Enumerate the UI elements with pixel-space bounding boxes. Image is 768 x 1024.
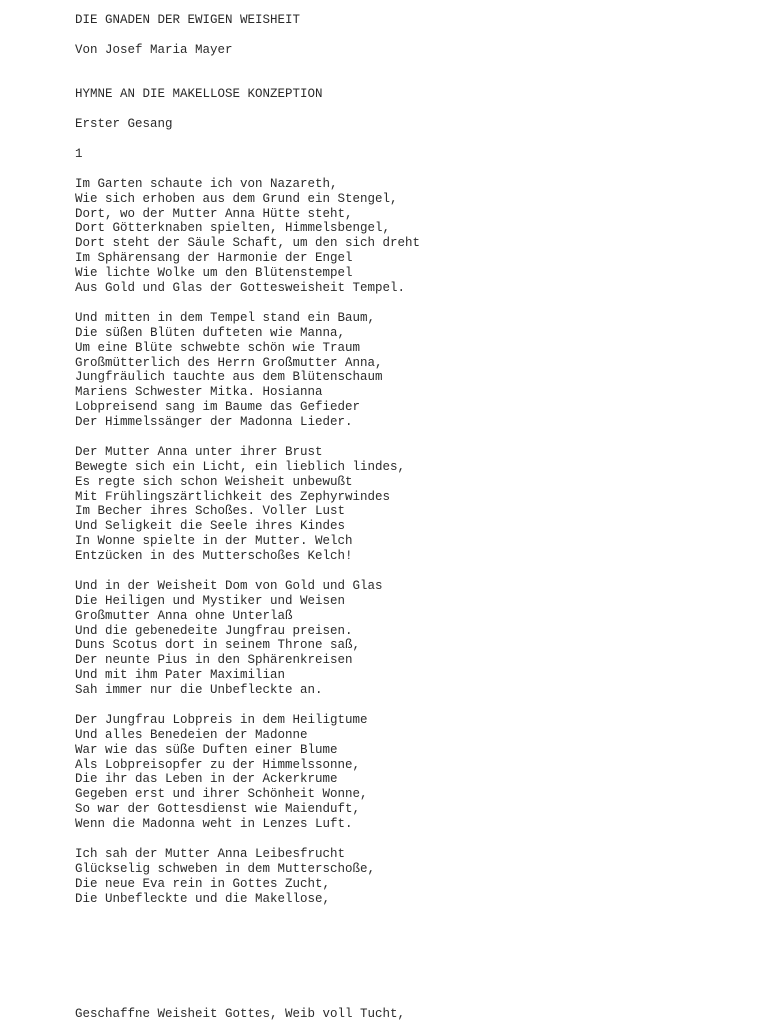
- verse-line: Im Becher ihres Schoßes. Voller Lust: [75, 504, 346, 519]
- stanza: [75, 713, 755, 832]
- author-line: Von Josef Maria Mayer: [75, 42, 233, 57]
- verse-line: Der Mutter Anna unter ihrer Brust: [75, 444, 323, 459]
- verse-line: Der Jungfrau Lobpreis in dem Heiligtume: [75, 712, 368, 727]
- verse-line: Jungfräulich tauchte aus dem Blütenschaum: [75, 370, 383, 385]
- verse-line: Großmütterlich des Herrn Großmutter Anna,: [75, 355, 383, 370]
- verse-line: Duns Scotus dort in seinem Throne saß,: [75, 638, 361, 653]
- verse-line: Und mit ihm Pater Maximilian: [75, 668, 286, 683]
- verse-line: Der Himmelssänger der Madonna Lieder.: [75, 415, 353, 430]
- verse-line: Und mitten in dem Tempel stand ein Baum,: [75, 310, 376, 325]
- section-number: 1: [75, 147, 83, 162]
- verse-line: Die ihr das Leben in der Ackerkrume: [75, 772, 338, 787]
- verse-line: Bewegte sich ein Licht, ein lieblich lindes,: [75, 459, 406, 474]
- hymn-title: HYMNE AN DIE MAKELLOSE KONZEPTION: [75, 87, 323, 102]
- verse-line: So war der Gottesdienst wie Maienduft,: [75, 802, 361, 817]
- verse-line: Und Seligkeit die Seele ihres Kindes: [75, 519, 346, 534]
- verse-line: Die Unbefleckte und die Makellose,: [75, 891, 331, 906]
- verse-line: Wie lichte Wolke um den Blütenstempel: [75, 266, 353, 281]
- verse-line: Es regte sich schon Weisheit unbewußt: [75, 474, 353, 489]
- document-title: DIE GNADEN DER EWIGEN WEISHEIT: [75, 13, 301, 27]
- stanza: [75, 579, 755, 698]
- verse-line: Im Garten schaute ich von Nazareth,: [75, 176, 338, 191]
- verse-line: Aus Gold und Glas der Gottesweisheit Tempel.: [75, 281, 406, 296]
- page-bottom-line: Geschaffne Weisheit Gottes, Weib voll Tucht,: [75, 1007, 406, 1021]
- verse-line: Im Sphärensang der Harmonie der Engel: [75, 251, 353, 266]
- verse-line: Ich sah der Mutter Anna Leibesfrucht: [75, 846, 346, 861]
- verse-line: Großmutter Anna ohne Unterlaß: [75, 608, 293, 623]
- verse-line: Entzücken in des Mutterschoßes Kelch!: [75, 549, 353, 564]
- stanza: [75, 311, 755, 430]
- verse-line: Und in der Weisheit Dom von Gold und Glas: [75, 578, 383, 593]
- verse-line: Und die gebenedeite Jungfrau preisen.: [75, 623, 353, 638]
- verse-line: Dort steht der Säule Schaft, um den sich dreht: [75, 236, 421, 251]
- verse-line: Die neue Eva rein in Gottes Zucht,: [75, 876, 331, 891]
- verse-line: Sah immer nur die Unbefleckte an.: [75, 683, 323, 698]
- verse-line: Die Heiligen und Mystiker und Weisen: [75, 593, 346, 608]
- canto-heading: Erster Gesang: [75, 117, 173, 132]
- verse-line: Dort Götterknaben spielten, Himmelsbengel,: [75, 221, 391, 236]
- stanza: [75, 847, 755, 907]
- stanza: [75, 177, 755, 296]
- verse-line: Gegeben erst und ihrer Schönheit Wonne,: [75, 787, 368, 802]
- verse-line: Lobpreisend sang im Baume das Gefieder: [75, 400, 361, 415]
- stanza: [75, 445, 755, 564]
- verse-line: Der neunte Pius in den Sphärenkreisen: [75, 653, 353, 668]
- verse-line: Die süßen Blüten dufteten wie Manna,: [75, 325, 346, 340]
- verse-line: In Wonne spielte in der Mutter. Welch: [75, 534, 353, 549]
- verse-line: Dort, wo der Mutter Anna Hütte steht,: [75, 206, 353, 221]
- verse-line: Glückselig schweben in dem Mutterschoße,: [75, 861, 376, 876]
- verse-line: War wie das süße Duften einer Blume: [75, 742, 338, 757]
- poem-body: [75, 177, 755, 907]
- verse-line: Wie sich erhoben aus dem Grund ein Stengel,: [75, 191, 398, 206]
- poem-page: [75, 13, 755, 921]
- verse-line: Mariens Schwester Mitka. Hosianna: [75, 385, 323, 400]
- verse-line: Um eine Blüte schwebte schön wie Traum: [75, 340, 361, 355]
- verse-line: Als Lobpreisopfer zu der Himmelssonne,: [75, 757, 361, 772]
- verse-line: Und alles Benedeien der Madonne: [75, 727, 308, 742]
- verse-line: Wenn die Madonna weht in Lenzes Luft.: [75, 817, 353, 832]
- verse-line: Mit Frühlingszärtlichkeit des Zephyrwindes: [75, 489, 391, 504]
